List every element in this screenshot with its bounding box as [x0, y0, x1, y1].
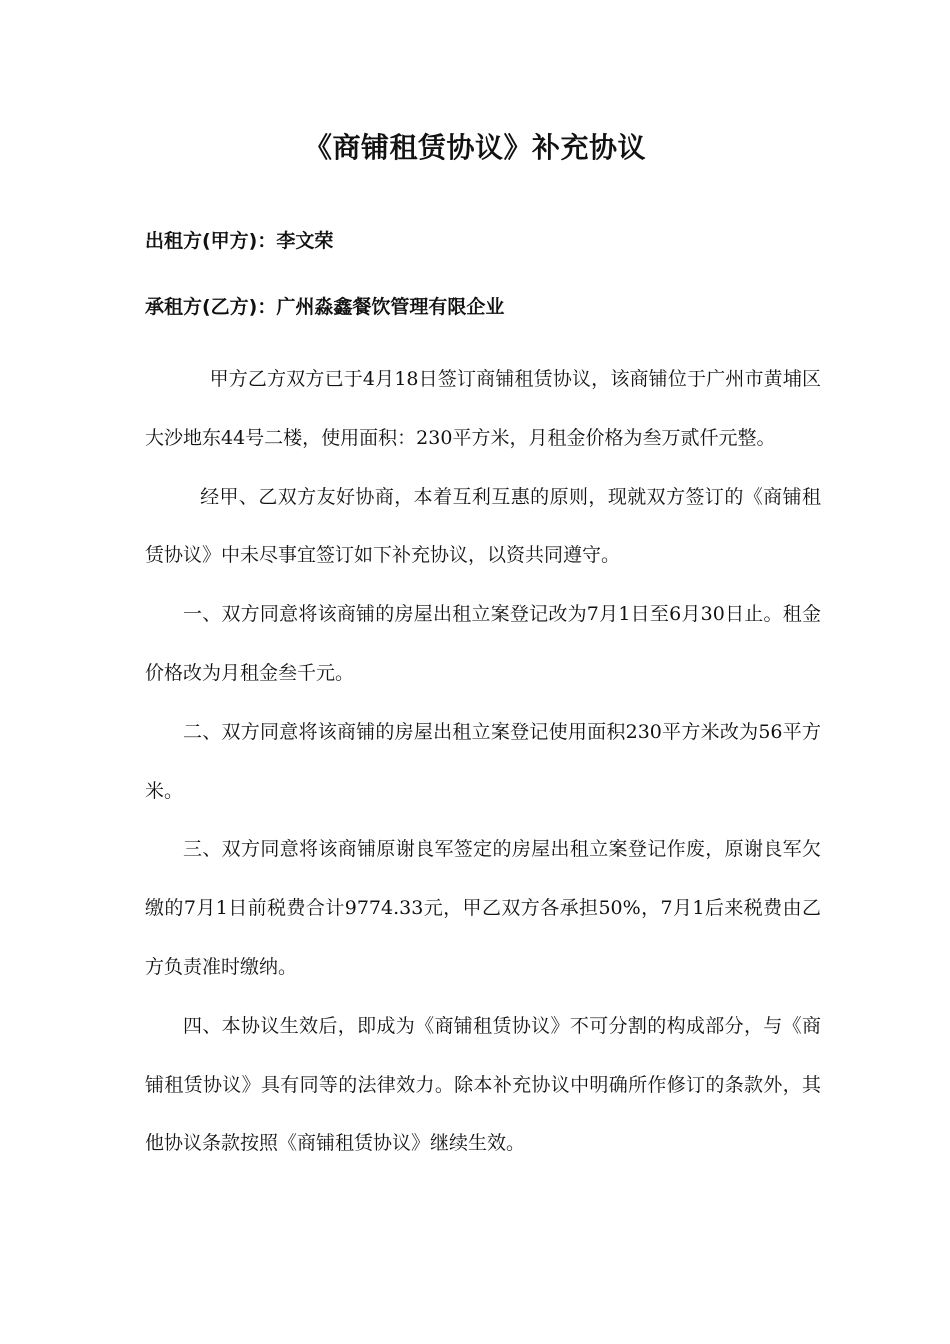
paragraph-background: 甲方乙方双方已于4月18日签订商铺租赁协议，该商铺位于广州市黄埔区大沙地东44号二楼，使用面积：230平方米，月租金价格为叁万贰仟元整。 [145, 368, 821, 449]
lessee-line: 承租方(乙方)：广州淼鑫餐饮管理有限企业 [145, 296, 505, 318]
clause-1: 一、双方同意将该商铺的房屋出租立案登记改为7月1日至6月30日止。租金价格改为月租金叁千元。 [145, 603, 821, 684]
agreement-body [145, 350, 821, 1173]
document-title: 《商铺租赁协议》补充协议 [303, 131, 646, 164]
lessor-line: 出租方(甲方)：李文荣 [145, 230, 334, 252]
clause-3: 三、双方同意将该商铺原谢良军签定的房屋出租立案登记作废，原谢良军欠缴的7月1日前税费合计9774.33元，甲乙双方各承担50%，7月1后来税费由乙方负责准时缴纳。 [145, 838, 821, 978]
clause-2: 二、双方同意将该商铺的房屋出租立案登记使用面积230平方米改为56平方米。 [145, 720, 821, 802]
clause-4: 四、本协议生效后，即成为《商铺租赁协议》不可分割的构成部分，与《商铺租赁协议》具有同等的法律效力。除本补充协议中明确所作修订的条款外，其他协议条款按照《商铺租赁协议》继续生效。 [145, 1014, 821, 1155]
paragraph-purpose: 经甲、乙双方友好协商，本着互利互惠的原则，现就双方签订的《商铺租赁协议》中未尽事宜签订如下补充协议，以资共同遵守。 [145, 485, 821, 567]
